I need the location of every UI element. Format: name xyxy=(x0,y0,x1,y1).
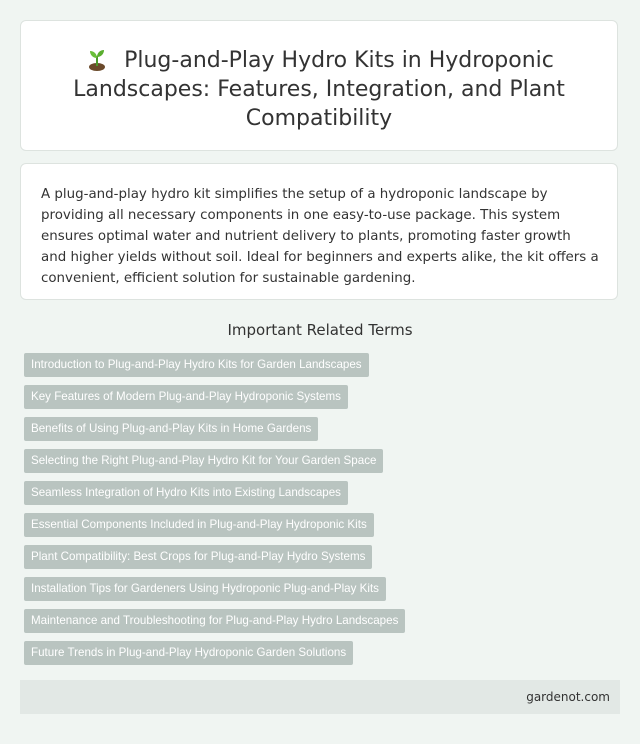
sprout-icon xyxy=(84,47,110,71)
title-card xyxy=(20,20,618,151)
related-term-tag[interactable]: Benefits of Using Plug-and-Play Kits in Home Gardens xyxy=(24,417,318,441)
related-term-tag[interactable]: Future Trends in Plug-and-Play Hydroponic Garden Solutions xyxy=(24,641,353,665)
footer-site-link[interactable]: gardenot.com xyxy=(526,690,610,704)
footer xyxy=(20,680,620,714)
related-term-tag[interactable]: Selecting the Right Plug-and-Play Hydro Kit for Your Garden Space xyxy=(24,449,383,473)
description-text: A plug-and-play hydro kit simplifies the setup of a hydroponic landscape by providing all necessary components in one easy-to-use package. This system ensures optimal water and nutrient delivery to plants, promoting faster growth and higher yields without soil. Ideal for beginners and experts alike, the kit offers a convenient, efficient solution for sustainable gardening. xyxy=(41,187,599,286)
description-card xyxy=(20,163,618,300)
related-term-tag[interactable]: Seamless Integration of Hydro Kits into Existing Landscapes xyxy=(24,481,348,505)
page-title xyxy=(21,46,617,133)
related-term-tag[interactable]: Maintenance and Troubleshooting for Plug-and-Play Hydro Landscapes xyxy=(24,609,405,633)
page-title-text: Plug-and-Play Hydro Kits in Hydroponic Landscapes: Features, Integration, and Plant Compatibility xyxy=(73,48,565,131)
related-term-tag[interactable]: Introduction to Plug-and-Play Hydro Kits for Garden Landscapes xyxy=(24,353,369,377)
related-term-tag[interactable]: Plant Compatibility: Best Crops for Plug-and-Play Hydro Systems xyxy=(24,545,372,569)
related-terms-heading: Important Related Terms xyxy=(227,321,413,339)
related-term-tag[interactable]: Key Features of Modern Plug-and-Play Hydroponic Systems xyxy=(24,385,348,409)
related-term-tag[interactable]: Essential Components Included in Plug-and-Play Hydroponic Kits xyxy=(24,513,374,537)
related-term-tag[interactable]: Installation Tips for Gardeners Using Hydroponic Plug-and-Play Kits xyxy=(24,577,386,601)
related-terms-list xyxy=(24,353,405,673)
